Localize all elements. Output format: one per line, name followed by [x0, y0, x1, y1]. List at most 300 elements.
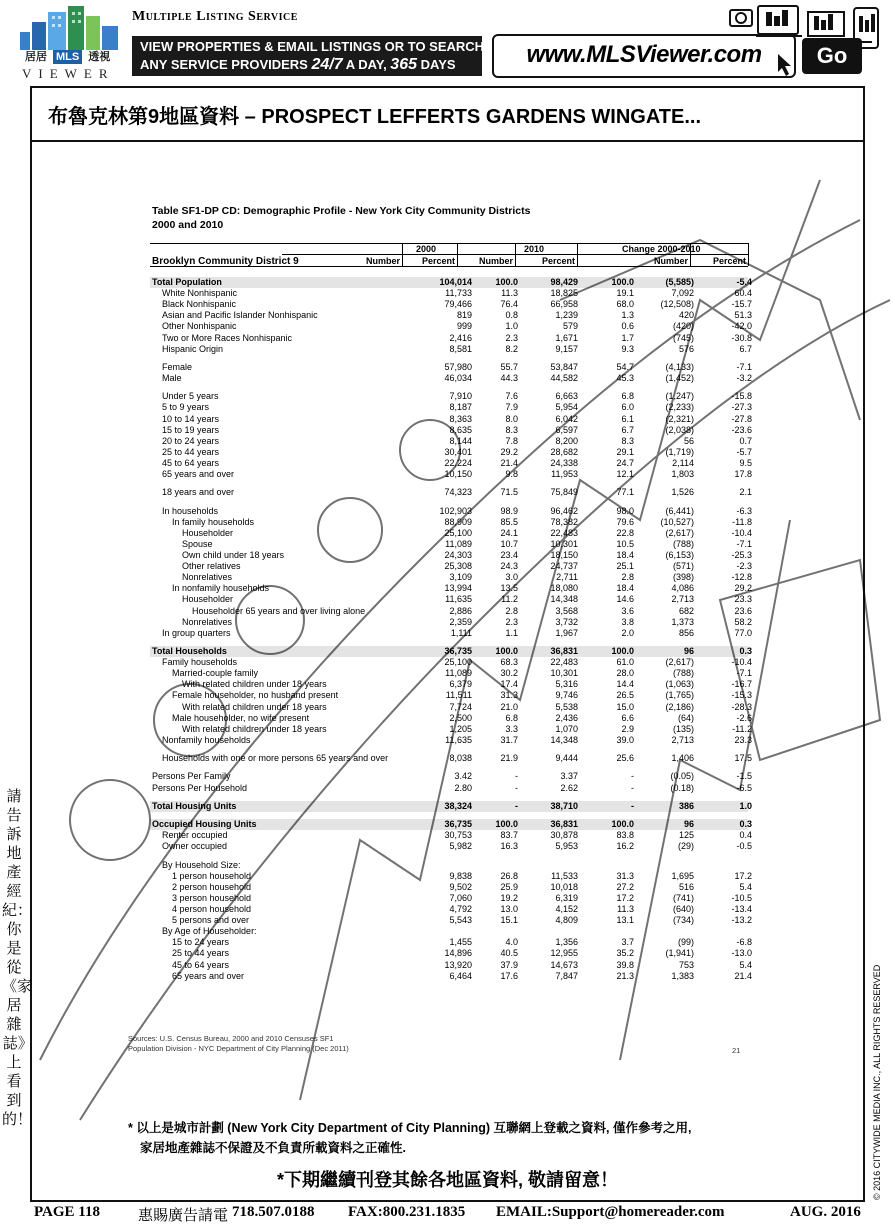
row-cell: (2,617) — [665, 527, 694, 538]
page-title: 布魯克林第9地區資料 – PROSPECT LEFFERTS GARDENS WINGATE... — [48, 106, 702, 128]
row-cell: (2,233) — [665, 402, 694, 413]
go-button[interactable]: Go — [802, 38, 862, 74]
row-cell: 11,511 — [445, 690, 472, 701]
row-cell: -30.8 — [731, 332, 752, 343]
table-row — [152, 469, 752, 480]
row-cell: -1.5 — [736, 771, 752, 782]
row-cell: 17.2 — [616, 892, 634, 903]
table-row — [152, 783, 752, 794]
row-label: 5 persons and over — [172, 915, 250, 926]
row-cell: 8.3 — [621, 435, 634, 446]
row-label: 65 years and over — [162, 469, 235, 479]
row-cell: 8.2 — [505, 343, 518, 354]
row-cell: (571) — [672, 561, 694, 572]
row-cell: (745) — [672, 332, 694, 343]
row-cell: -15.7 — [731, 299, 752, 310]
row-cell: 8,187 — [449, 402, 472, 413]
row-cell: 25.6 — [616, 753, 634, 764]
row-cell: 1,967 — [555, 627, 578, 638]
table-row — [152, 447, 752, 458]
row-cell: -7.1 — [736, 361, 752, 372]
row-cell: 3.37 — [560, 771, 578, 782]
row-label: Married-couple family — [172, 668, 259, 679]
row-cell: 39.8 — [616, 959, 634, 970]
row-cell: 44,582 — [550, 373, 578, 383]
row-cell: 2,713 — [671, 734, 694, 745]
table-row — [152, 402, 752, 413]
table-row — [152, 606, 752, 617]
row-cell: 2.8 — [505, 605, 518, 616]
row-cell: 30,878 — [550, 830, 578, 841]
row-cell: 0.6 — [621, 321, 634, 332]
row-cell: 22.8 — [616, 527, 634, 538]
row-cell: 24.7 — [616, 457, 634, 468]
row-cell: 24.1 — [500, 527, 518, 538]
row-cell: (0.05) — [670, 771, 694, 782]
row-cell: 7,847 — [555, 970, 578, 981]
row-cell: -23.6 — [731, 424, 752, 435]
row-cell: 2,713 — [671, 594, 694, 605]
row-cell: 54.7 — [616, 361, 634, 372]
row-cell: 5,954 — [555, 402, 578, 413]
table-row — [152, 561, 752, 572]
row-cell: 10,301 — [550, 538, 578, 549]
row-label: By Age of Householder: — [162, 926, 257, 937]
row-cell: 14.6 — [616, 594, 634, 605]
row-cell: 96,462 — [550, 505, 578, 516]
footer — [0, 1200, 893, 1228]
row-cell: 2.80 — [454, 782, 472, 793]
row-label: Nonrelatives — [182, 616, 233, 627]
row-cell: 2,711 — [556, 572, 578, 583]
row-cell: 1.0 — [505, 321, 518, 332]
row-cell: 76.4 — [500, 299, 518, 310]
sources-line: Population Division - NYC Department of City Planning (Dec 2011) — [128, 1044, 349, 1053]
row-label: Own child under 18 years — [182, 550, 285, 560]
row-cell: 36,735 — [444, 646, 472, 656]
col-divider — [577, 243, 578, 266]
row-cell: 77.1 — [616, 487, 634, 498]
row-cell: 12,955 — [550, 948, 578, 959]
row-label: 25 to 44 years — [162, 446, 220, 457]
row-cell: (788) — [672, 668, 694, 679]
row-label: With related children under 18 years — [182, 723, 327, 734]
row-cell: 579 — [562, 321, 578, 332]
row-cell: 420 — [678, 310, 694, 321]
table-row — [152, 937, 752, 948]
row-cell: 25.9 — [500, 881, 518, 892]
row-cell: (741) — [672, 892, 694, 903]
row-cell: 3.0 — [505, 572, 518, 583]
row-label: Persons Per Family — [152, 771, 231, 782]
row-label: Two or More Races Nonhispanic — [162, 332, 293, 343]
footer-page: PAGE 118 — [34, 1204, 100, 1220]
row-cell: 7.9 — [505, 402, 518, 413]
row-cell: 14,348 — [550, 594, 578, 605]
row-cell: 19.1 — [616, 288, 634, 299]
row-label: With related children under 18 years — [182, 701, 327, 712]
title-bar — [32, 88, 863, 142]
table-row — [152, 373, 752, 384]
row-cell: (788) — [672, 538, 694, 549]
copyright-text: © 2016 CITYWIDE MEDIA INC., ALL RIGHTS RESERVED — [872, 964, 882, 1200]
row-cell: 16.3 — [500, 841, 518, 852]
row-cell: 9.8 — [505, 469, 518, 479]
row-label: Asian and Pacific Islander Nonhispanic — [162, 310, 318, 321]
table-row — [152, 517, 752, 528]
row-label: Male householder, no wife present — [172, 712, 310, 723]
row-label: Under 5 years — [162, 391, 219, 402]
promo-banner — [132, 36, 485, 76]
row-cell: 13.1 — [616, 915, 634, 926]
row-label: 25 to 44 years — [172, 948, 230, 959]
footer-ads-label: 惠賜廣告請電 — [138, 1208, 229, 1224]
row-cell: 21.0 — [500, 701, 518, 712]
row-cell: 22,483 — [550, 527, 578, 538]
row-cell: -25.3 — [731, 550, 752, 560]
row-cell: -7.1 — [736, 668, 752, 679]
row-label: 1 person household — [172, 870, 252, 881]
row-cell: 17.4 — [500, 679, 518, 690]
row-cell: 9,502 — [449, 881, 472, 892]
logo-brand-part: MLS — [53, 50, 82, 64]
col-divider — [402, 243, 403, 266]
row-cell: 2,416 — [449, 332, 472, 343]
row-cell: (734) — [672, 915, 694, 926]
row-label: Total Population — [152, 277, 222, 287]
row-cell: -2.6 — [736, 712, 752, 723]
table-row — [152, 572, 752, 583]
row-label: Female householder, no husband present — [172, 690, 339, 701]
footer-email[interactable]: EMAIL:Support@homereader.com — [496, 1204, 725, 1220]
row-cell: 1.0 — [739, 800, 752, 811]
row-cell: 31.7 — [500, 734, 518, 745]
row-cell: 17.2 — [734, 870, 752, 881]
row-cell: 1,383 — [671, 970, 694, 981]
row-label: Female — [162, 361, 193, 372]
row-cell: 29.2 — [500, 446, 518, 457]
table-row — [152, 915, 752, 926]
col-header: Percent — [421, 256, 455, 266]
row-cell: - — [631, 771, 634, 782]
row-cell: 9.5 — [739, 457, 752, 468]
row-cell: 8,581 — [449, 343, 472, 354]
row-cell: 6.0 — [621, 402, 634, 413]
row-cell: (29) — [677, 841, 694, 852]
row-cell: 6,379 — [449, 679, 472, 690]
row-cell: 10,018 — [550, 881, 578, 892]
disclaimer-line-2: 家居地產雜誌不保證及不負責所載資料之正確性. — [140, 1141, 406, 1155]
row-cell: 2.62 — [560, 782, 578, 793]
row-cell: 35.2 — [616, 948, 634, 959]
row-cell: -15.8 — [731, 391, 752, 402]
continue-notice: *下期繼續刊登其餘各地區資料, 敬請留意！ — [276, 1170, 618, 1190]
row-cell: 60.4 — [734, 288, 752, 299]
row-cell: 1,671 — [555, 332, 578, 343]
row-cell: 3.8 — [621, 616, 634, 627]
row-label: Householder — [182, 527, 234, 538]
row-label: Male — [162, 373, 182, 383]
row-cell: 9,838 — [449, 870, 472, 881]
row-cell: 4,792 — [449, 904, 472, 914]
row-cell: -0.5 — [736, 841, 752, 852]
row-cell: -27.3 — [731, 402, 752, 413]
table-row — [152, 801, 752, 812]
row-cell: 5,538 — [555, 701, 578, 712]
row-cell: 386 — [678, 800, 694, 811]
col-group-2000: 2000 — [416, 244, 437, 254]
row-cell: -5.7 — [736, 446, 752, 457]
row-cell: 44.3 — [500, 373, 518, 383]
row-cell: 9,157 — [555, 343, 578, 354]
row-cell: 25,100 — [444, 657, 472, 668]
row-cell: 15.0 — [616, 701, 634, 712]
row-cell: 68.0 — [616, 299, 634, 310]
table-row — [152, 458, 752, 469]
row-cell: -6.5 — [736, 782, 752, 793]
row-cell: 5.4 — [739, 959, 752, 970]
col-divider — [515, 243, 516, 266]
row-cell: (6,153) — [665, 550, 694, 560]
row-cell: (6,441) — [665, 505, 694, 516]
row-cell: -2.3 — [736, 561, 752, 572]
row-cell: 7,060 — [449, 892, 472, 903]
row-cell: 40.5 — [500, 948, 518, 959]
row-cell: 13.5 — [500, 583, 518, 594]
row-cell: (1,765) — [665, 690, 694, 701]
row-cell: 100.0 — [611, 819, 634, 830]
table-subtitle: 2000 and 2010 — [152, 219, 224, 231]
row-cell: 8,038 — [449, 753, 472, 764]
row-cell: 14,896 — [444, 948, 472, 959]
row-cell: 11,733 — [445, 288, 472, 299]
row-label: Householder — [182, 594, 234, 605]
row-cell: 2.9 — [621, 723, 634, 734]
row-label: 3 person household — [172, 892, 252, 903]
row-cell: 11,089 — [445, 668, 472, 679]
row-label: 18 years and over — [162, 487, 235, 498]
row-cell: -42.0 — [731, 321, 752, 332]
row-cell: (135) — [672, 723, 694, 734]
row-cell: 10,301 — [550, 668, 578, 679]
logo-brand — [22, 50, 113, 64]
col-divider — [457, 243, 458, 266]
row-cell: 53,847 — [550, 361, 578, 372]
row-cell: 25,100 — [444, 527, 472, 538]
row-label: Renter occupied — [162, 830, 228, 841]
row-cell: 15.1 — [500, 915, 518, 926]
row-cell: 1,111 — [450, 627, 472, 638]
table-row — [152, 528, 752, 539]
row-cell: 21.9 — [500, 753, 518, 764]
row-cell: 11,089 — [445, 538, 472, 549]
logo-viewer-text: VIEWER — [22, 66, 115, 81]
table-row — [152, 583, 752, 594]
row-cell: 516 — [678, 881, 694, 892]
row-label: 2 person household — [172, 881, 252, 892]
row-cell: -6.8 — [736, 937, 752, 948]
row-cell: 4,809 — [555, 915, 578, 926]
row-cell: 30,753 — [444, 830, 472, 841]
row-label: 15 to 19 years — [162, 424, 220, 435]
row-cell: 856 — [678, 627, 694, 638]
footer-phone[interactable]: 718.507.0188 — [232, 1204, 315, 1220]
table-row — [152, 487, 752, 498]
row-cell: -10.5 — [731, 892, 752, 903]
mls-viewer-logo[interactable] — [14, 6, 126, 81]
district-name: Brooklyn Community District 9 — [152, 256, 299, 267]
row-cell: 4,152 — [555, 904, 578, 914]
row-cell: 1,455 — [449, 937, 472, 948]
row-cell: 3,732 — [555, 616, 578, 627]
row-cell: 9.3 — [621, 343, 634, 354]
row-cell: 6.8 — [505, 712, 518, 723]
row-cell: 25,308 — [444, 561, 472, 572]
content-frame — [30, 86, 865, 1202]
row-cell: 1.3 — [621, 310, 634, 321]
row-cell: 18,080 — [550, 583, 578, 594]
col-group-2010: 2010 — [524, 244, 545, 254]
row-label: Owner occupied — [162, 841, 228, 852]
row-cell: 8,363 — [449, 413, 472, 424]
row-cell: 16.2 — [616, 841, 634, 852]
row-cell: 1,526 — [671, 487, 694, 498]
row-cell: 11.3 — [617, 904, 634, 914]
row-cell: 0.4 — [739, 830, 752, 841]
row-cell: 77.0 — [734, 627, 752, 638]
row-cell: 6,663 — [555, 391, 578, 402]
row-cell: (1,941) — [665, 948, 694, 959]
table-row — [152, 299, 752, 310]
row-label: In family households — [172, 516, 255, 527]
row-cell: 37.9 — [500, 959, 518, 970]
row-label: Occupied Housing Units — [152, 819, 257, 830]
row-cell: 1,070 — [555, 723, 578, 734]
row-cell: 7.8 — [505, 435, 518, 446]
row-cell: 61.0 — [616, 657, 634, 668]
row-label: 15 to 24 years — [172, 937, 230, 948]
row-label: Hispanic Origin — [162, 343, 224, 354]
row-cell: 7.6 — [505, 391, 518, 402]
row-cell: 0.7 — [739, 435, 752, 446]
row-cell: - — [631, 800, 634, 811]
row-cell: 27.2 — [616, 881, 634, 892]
row-cell: 2,359 — [449, 616, 472, 627]
row-label: Spouse — [182, 538, 213, 549]
row-cell: 29.1 — [616, 446, 634, 457]
row-cell: 5,316 — [555, 679, 578, 690]
row-cell: 1,356 — [555, 937, 578, 948]
row-cell: -10.4 — [731, 657, 752, 668]
row-cell: 11,635 — [445, 734, 472, 745]
website-link[interactable]: www.MLSViewer.com — [492, 34, 796, 78]
row-cell: -28.3 — [731, 701, 752, 712]
row-label: 65 years and over — [172, 970, 245, 981]
row-cell: 23.6 — [734, 605, 752, 616]
row-cell: 100.0 — [495, 646, 518, 656]
row-cell: 7,724 — [449, 701, 472, 712]
row-cell: 125 — [678, 830, 694, 841]
row-cell: 753 — [678, 959, 694, 970]
table-row — [152, 550, 752, 561]
banner-line-2: ANY SERVICE PROVIDERS 24/7 A DAY, 365 DAYS — [140, 56, 456, 73]
row-cell: 0.3 — [739, 819, 752, 830]
table-row — [152, 690, 752, 701]
row-cell: 23.3 — [734, 594, 752, 605]
row-cell: (398) — [672, 572, 694, 583]
row-label: In nonfamily households — [172, 583, 270, 594]
side-note-left: 請告訴地產經紀：你是從《家居雜誌》上看到的！ — [2, 789, 33, 1128]
row-label: Nonfamily households — [162, 734, 251, 745]
row-cell: 100.0 — [611, 277, 634, 287]
row-cell: 5,543 — [449, 915, 472, 926]
row-cell: 10.5 — [616, 538, 634, 549]
row-cell: 39.0 — [616, 734, 634, 745]
row-cell: 22,224 — [444, 457, 472, 468]
row-cell: 8.3 — [505, 424, 518, 435]
table-row — [152, 288, 752, 299]
row-label: With related children under 18 years — [182, 679, 327, 690]
row-cell: 682 — [678, 605, 694, 616]
table-row — [152, 628, 752, 639]
row-cell: 75,849 — [550, 487, 578, 498]
row-cell: 11.3 — [501, 288, 518, 299]
table-header — [152, 204, 530, 232]
table-row — [152, 735, 752, 746]
table-row — [152, 860, 752, 871]
row-label: 10 to 14 years — [162, 413, 220, 424]
row-cell: 68.3 — [500, 657, 518, 668]
row-label: 5 to 9 years — [162, 402, 210, 413]
row-label: Nonrelatives — [182, 572, 233, 583]
row-label: Households with one or more persons 65 years and over — [162, 753, 389, 764]
row-cell: 9,444 — [555, 753, 578, 764]
row-cell: 21.4 — [500, 457, 518, 468]
col-header: Number — [653, 256, 688, 266]
row-cell: 11,953 — [551, 469, 578, 479]
row-cell: 1,803 — [671, 469, 694, 479]
row-cell: 8,200 — [555, 435, 578, 446]
row-cell: 21.3 — [616, 970, 634, 981]
footer-fax: FAX:800.231.1835 — [348, 1204, 466, 1220]
table-page-number: 21 — [732, 1046, 741, 1055]
row-label: Householder 65 years and over living alone — [192, 605, 366, 616]
row-cell: 12.1 — [616, 469, 634, 479]
row-label: White Nonhispanic — [162, 288, 238, 299]
disclaimer-line-1: * 以上是城市計劃 (New York City Department of City Planning) 互聯網上登載之資料, 僅作參考之用, — [128, 1121, 692, 1135]
row-cell: 57,980 — [444, 361, 472, 372]
row-cell: 1,239 — [555, 310, 578, 321]
row-cell: 2,500 — [449, 712, 472, 723]
table-row — [152, 871, 752, 882]
row-cell: (10,527) — [660, 516, 694, 527]
row-cell: 1.7 — [621, 332, 634, 343]
row-cell: 17.5 — [734, 753, 752, 764]
row-cell: 28.0 — [616, 668, 634, 679]
row-cell: (2,321) — [665, 413, 694, 424]
row-cell: (99) — [677, 937, 694, 948]
row-cell: 51.3 — [734, 310, 752, 321]
row-cell: 88,909 — [444, 516, 472, 527]
row-cell: 98,429 — [550, 277, 578, 287]
row-cell: 2,886 — [449, 605, 472, 616]
row-cell: 576 — [678, 343, 694, 354]
row-label: By Household Size: — [162, 859, 241, 870]
col-header: Percent — [541, 256, 575, 266]
row-cell: 31.3 — [616, 870, 634, 881]
row-cell: 8,144 — [449, 435, 472, 446]
row-cell: -11.2 — [732, 723, 752, 734]
